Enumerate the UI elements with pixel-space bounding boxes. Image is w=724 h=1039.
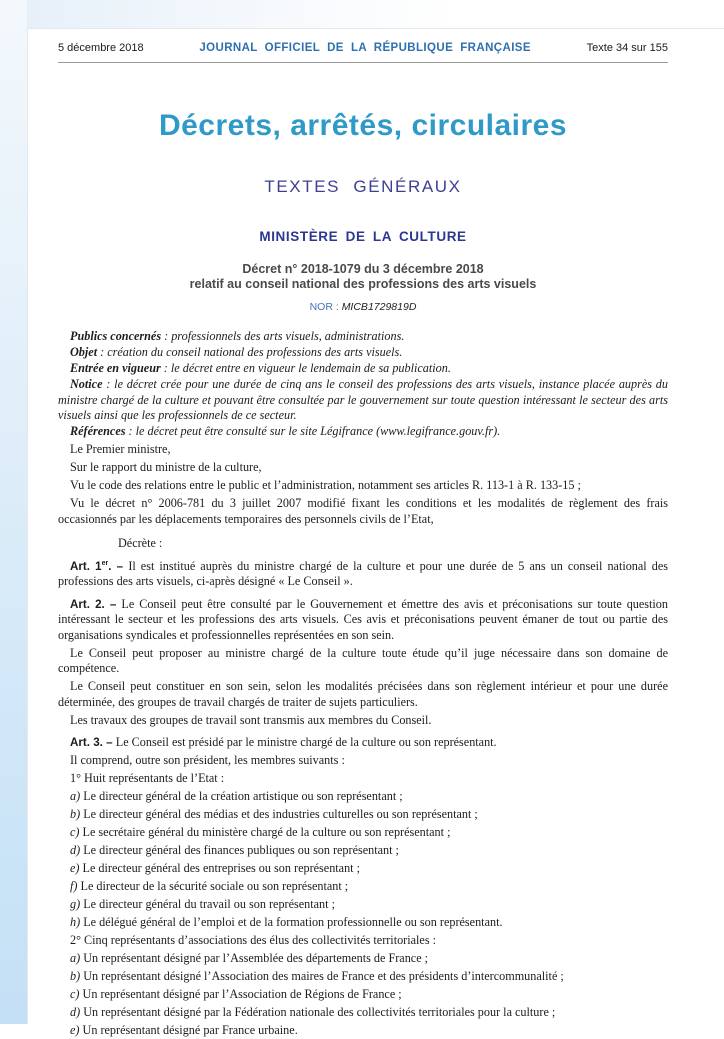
document-body xyxy=(58,329,668,1039)
body-paragraph: Vu le décret n° 2006-781 du 3 juillet 2007 modifié fixant les conditions et les modalités de règlement des frais occasionnés par les déplacements temporaires des personnels civils de l’Etat, xyxy=(58,496,668,526)
document-page xyxy=(27,28,724,1037)
body-paragraph: Le Conseil peut proposer au ministre chargé de la culture toute étude qu’il juge nécessaire dans son domaine de compétence. xyxy=(58,645,668,675)
article-number: Art. 3. – xyxy=(70,736,116,749)
header-divider xyxy=(58,62,668,63)
article-paragraph: Art. 3. – Le Conseil est présidé par le ministre chargé de la culture ou son représentant. xyxy=(70,735,497,749)
summary-paragraph: Références : le décret peut être consulté sur le site Légifrance (www.legifrance.gouv.fr). xyxy=(70,424,501,438)
main-title: Décrets, arrêtés, circulaires xyxy=(158,109,568,142)
summary-label: Publics concernés xyxy=(70,329,162,343)
list-marker: h) xyxy=(70,915,81,929)
nor-line xyxy=(58,301,668,313)
ministry-title: MINISTÈRE DE LA CULTURE xyxy=(259,229,467,244)
list-marker: f) xyxy=(70,879,78,893)
body-paragraph: Le Premier ministre, xyxy=(70,442,171,456)
journal-title: JOURNAL OFFICIEL DE LA RÉPUBLIQUE FRANÇAISE xyxy=(199,42,531,54)
decrete-line: Décrète : xyxy=(118,536,163,550)
list-marker: g) xyxy=(70,897,81,911)
list-item: f) Le directeur de la sécurité sociale ou son représentant ; xyxy=(70,879,349,893)
article-paragraph: Art. 1er. – Il est institué auprès du ministre chargé de la culture et pour une durée de 5 ans un conseil national des professions des arts visuels, ci-après désigné « Le Conseil ». xyxy=(58,558,668,588)
section-title: TEXTES GÉNÉRAUX xyxy=(264,177,462,196)
summary-paragraph: Entrée en vigueur : le décret entre en vigueur le lendemain de sa publication. xyxy=(70,361,451,375)
list-marker: b) xyxy=(70,807,81,821)
body-paragraph: Sur le rapport du ministre de la culture, xyxy=(70,460,262,474)
summary-paragraph: Publics concernés : professionnels des arts visuels, administrations. xyxy=(70,329,405,343)
list-marker: a) xyxy=(70,789,81,803)
list-item: h) Le délégué général de l’emploi et de la formation professionnelle ou son représentant. xyxy=(70,915,503,929)
summary-label: Entrée en vigueur xyxy=(70,361,161,375)
summary-paragraph: Objet : création du conseil national des professions des arts visuels. xyxy=(70,345,403,359)
list-marker: d) xyxy=(70,843,81,857)
scan-background-top-strip xyxy=(27,0,724,28)
list-item: b) Le directeur général des médias et des industries culturelles ou son représentant ; xyxy=(70,807,478,821)
scan-background-left-strip xyxy=(0,0,27,1024)
list-marker: c) xyxy=(70,987,80,1001)
list-marker: a) xyxy=(70,951,81,965)
article-number: Art. 1er. – xyxy=(70,559,129,573)
decree-title xyxy=(58,262,668,292)
list-marker: e) xyxy=(70,1023,80,1037)
summary-label: Objet xyxy=(70,345,98,359)
decree-title-line2: relatif au conseil national des professions des arts visuels xyxy=(189,277,537,291)
list-item: d) Un représentant désigné par la Fédération nationale des collectivités territoriales pour la culture ; xyxy=(70,1005,556,1019)
summary-label: Références xyxy=(70,424,126,438)
list-marker: b) xyxy=(70,969,81,983)
decree-title-line1: Décret n° 2018-1079 du 3 décembre 2018 xyxy=(242,262,484,276)
summary-label: Notice xyxy=(70,377,103,391)
list-item: e) Un représentant désigné par France urbaine. xyxy=(70,1023,298,1037)
body-paragraph: 2° Cinq représentants d’associations des élus des collectivités territoriales : xyxy=(70,933,436,947)
list-marker: e) xyxy=(70,861,80,875)
list-item: a) Le directeur général de la création artistique ou son représentant ; xyxy=(70,789,403,803)
header-page-ref: Texte 34 sur 155 xyxy=(586,42,668,54)
list-item: c) Un représentant désigné par l’Association de Régions de France ; xyxy=(70,987,402,1001)
nor-value: MICB1729819D xyxy=(341,301,417,313)
list-item: b) Un représentant désigné l’Association des maires de France et des présidents d’intercommunalité ; xyxy=(70,969,564,983)
body-paragraph: Vu le code des relations entre le public et l’administration, notamment ses articles R. 113-1 à R. 133-15 ; xyxy=(70,478,581,492)
body-paragraph: Il comprend, outre son président, les membres suivants : xyxy=(70,753,345,767)
list-item: a) Un représentant désigné par l’Assemblée des départements de France ; xyxy=(70,951,429,965)
article-paragraph: Art. 2. – Le Conseil peut être consulté par le Gouvernement et émettre des avis et préconisations sur toute question intéressant le secteur et les professions des arts visuels. Ces avis et préconisations peuvent émaner de tout ou partie des organisations syndicales et professionnelles représentées en son sein. xyxy=(58,596,668,642)
page-header xyxy=(58,29,668,54)
list-item: c) Le secrétaire général du ministère chargé de la culture ou son représentant ; xyxy=(70,825,451,839)
list-item: d) Le directeur général des finances publiques ou son représentant ; xyxy=(70,843,399,857)
article-number: Art. 2. – xyxy=(70,597,122,611)
header-date: 5 décembre 2018 xyxy=(58,42,144,54)
list-item: e) Le directeur général des entreprises ou son représentant ; xyxy=(70,861,361,875)
list-marker: d) xyxy=(70,1005,81,1019)
list-marker: c) xyxy=(70,825,80,839)
article-number-superscript: er xyxy=(101,559,109,567)
list-item: g) Le directeur général du travail ou son représentant ; xyxy=(70,897,335,911)
body-paragraph: Les travaux des groupes de travail sont transmis aux membres du Conseil. xyxy=(70,712,432,727)
body-paragraph: Le Conseil peut constituer en son sein, selon les modalités précisées dans son règlement intérieur et pour une durée déterminée, des groupes de travail chargés de traiter de sujets particuliers. xyxy=(58,679,668,709)
nor-label: NOR : xyxy=(309,301,339,313)
body-paragraph: 1° Huit représentants de l’Etat : xyxy=(70,771,225,785)
summary-paragraph: Notice : le décret crée pour une durée de cinq ans le conseil des professions des arts visuels, instance placée auprès du ministre chargé de la culture et pouvant être consultée par le gouvernement sur toute question intéressant le secteur des arts visuels ainsi que les professionnels de ce secteur. xyxy=(58,377,668,422)
document-head xyxy=(58,109,668,313)
